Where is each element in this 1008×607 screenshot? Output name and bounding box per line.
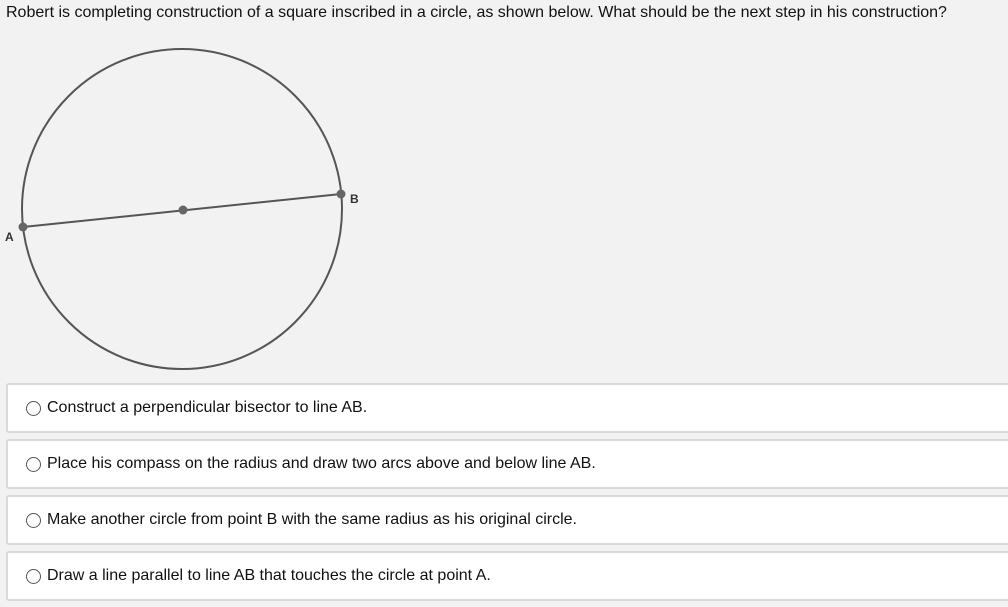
radio-button[interactable] [26, 401, 41, 416]
construction-figure [0, 38, 380, 378]
question-text: Robert is completing construction of a square inscribed in a circle, as shown below. What should be the next step in his construction? [6, 4, 947, 21]
construction-diagram [0, 38, 380, 378]
point-b-label: B [350, 192, 359, 206]
answer-option-1[interactable] [6, 383, 1008, 433]
option-label: Construct a perpendicular bisector to line AB. [47, 399, 368, 416]
radio-button[interactable] [26, 569, 41, 584]
option-label: Place his compass on the radius and draw two arcs above and below line AB. [47, 455, 596, 472]
answer-option-2[interactable] [6, 439, 1008, 489]
radio-button[interactable] [26, 457, 41, 472]
answer-options [6, 383, 1008, 607]
answer-option-4[interactable] [6, 551, 1008, 601]
option-label: Make another circle from point B with the same radius as his original circle. [47, 511, 577, 528]
radio-button[interactable] [26, 513, 41, 528]
center-point [179, 206, 188, 215]
point-a-label: A [5, 230, 14, 244]
point-a [19, 223, 28, 232]
option-label: Draw a line parallel to line AB that touches the circle at point A. [47, 567, 491, 584]
answer-option-3[interactable] [6, 495, 1008, 545]
point-b [337, 190, 346, 199]
